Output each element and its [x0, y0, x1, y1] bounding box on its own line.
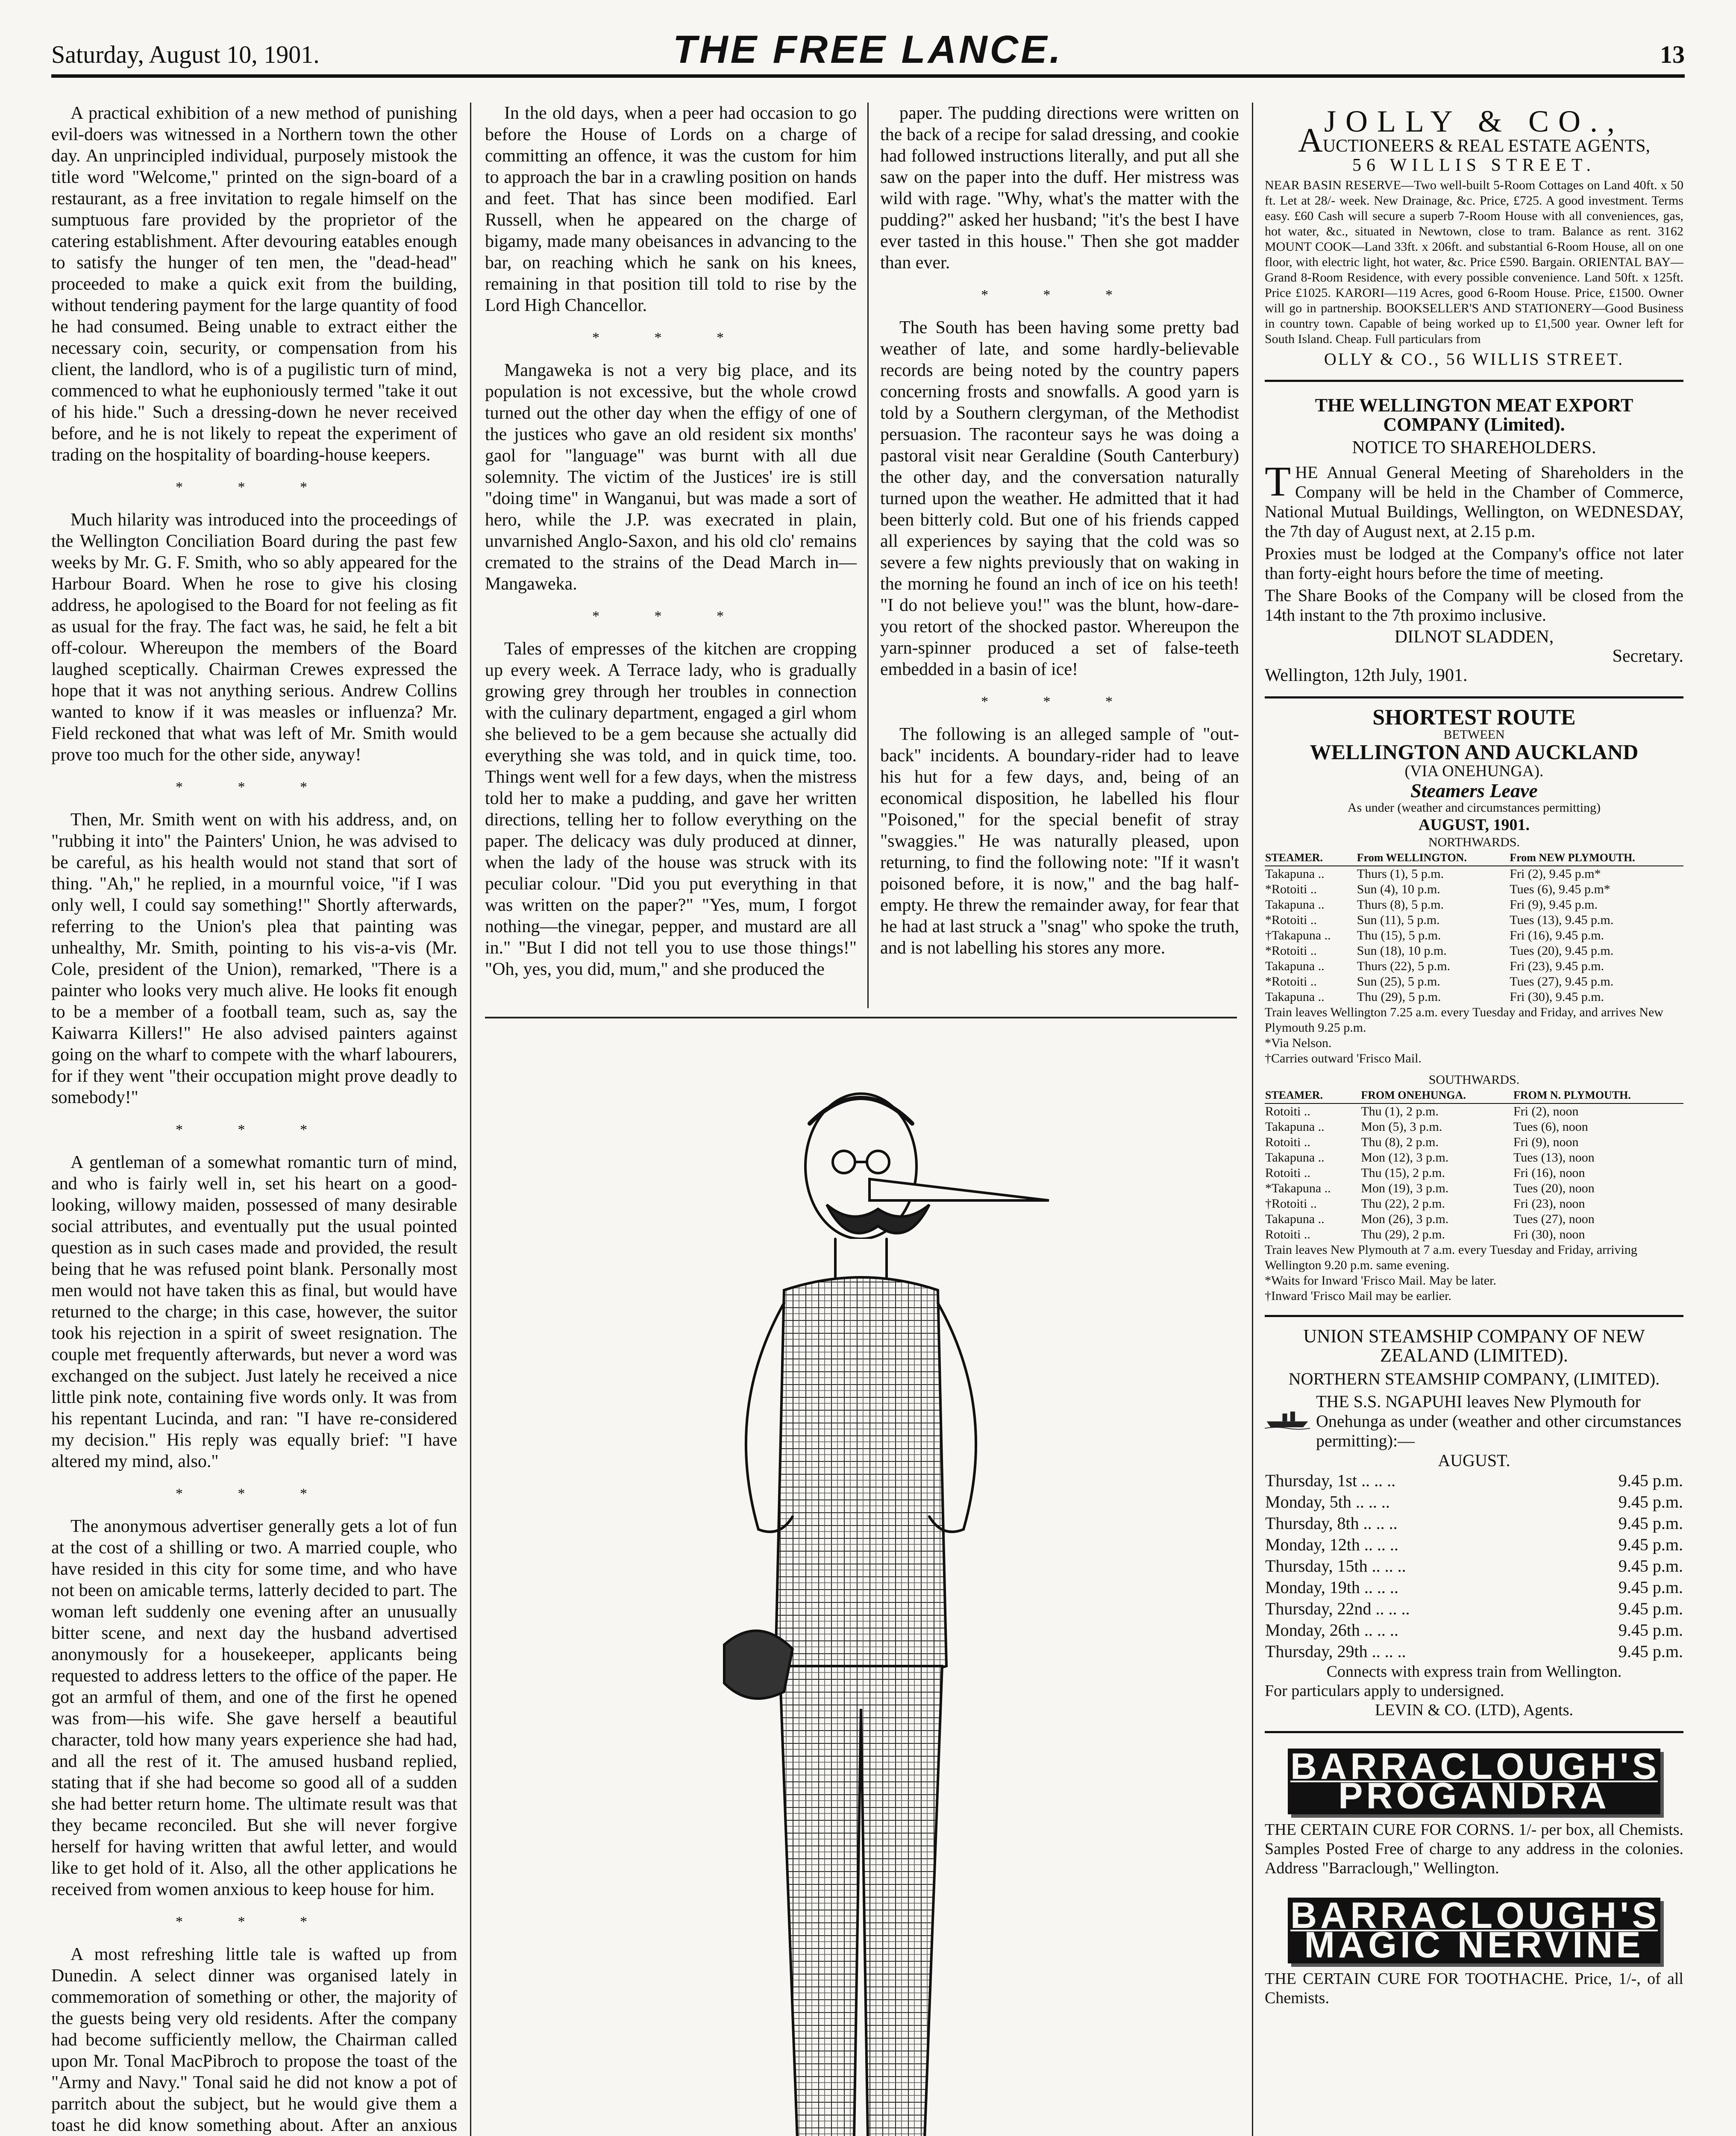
south-schedule-cell: Thu (8), 2 p.m.: [1361, 1135, 1439, 1149]
union-sub: NORTHERN STEAMSHIP COMPANY, (LIMITED).: [1288, 1369, 1660, 1388]
jolly-address: 56 WILLIS STREET.: [1352, 156, 1596, 175]
held-hat: [724, 1631, 793, 1699]
jolly-dropcap: A: [1298, 122, 1323, 159]
barracloughs-nervine-advertisement: [1265, 1895, 1683, 2022]
shortest-route-advertisement: [1265, 698, 1683, 1317]
collar: [835, 1239, 887, 1282]
meat-role: Secretary.: [1612, 646, 1683, 666]
route-between: BETWEEN: [1443, 728, 1505, 742]
nervine-logo: [1288, 1895, 1660, 1966]
nervine-text: THE CERTAIN CURE FOR TOOTHACHE. Price, 1/-, of all Chemists.: [1265, 1970, 1683, 2007]
sailing-cell: Monday, 26th .. .. ..: [1265, 1620, 1398, 1640]
south-note-3: †Inward 'Frisco Mail may be earlier.: [1265, 1289, 1451, 1303]
paragraph-southern-weather: The South has been having some pretty bad weather of late, and some hardly-believable records are being noted by the country papers concerning frosts and snowfalls. A good yarn is told by a Southern clergyman, of the Methodist persuasion. The raconteur says he was doing a pastoral visit near Geraldine (South Canterbury) the other day, and the conversation naturally turned upon the weather. He admitted that it had been bitterly cold. But one of his friends capped all experiences by saying that the cold was so severe a few nights previously that on waking in the morning he found an inch of ice on his teeth! "I do not believe you!" was the blunt, how-dare-you retort of the shocked pastor. Whereupon the yarn-spinner produced a set of false-teeth embedded in a basin of ice!: [880, 318, 1239, 679]
south-note-1: Train leaves New Plymouth at 7 a.m. every Tuesday and Friday, arriving Wellington 9.20 p.m. same evening.: [1265, 1243, 1637, 1272]
sailing-row: [1265, 1620, 1683, 1641]
north-schedule-cell: Thurs (1), 5 p.m.: [1357, 867, 1444, 881]
north-schedule-cell: *Rotoiti ..: [1265, 944, 1317, 958]
south-schedule-cell: Takapuna ..: [1265, 1212, 1325, 1226]
meat-paragraph-2: Proxies must be lodged at the Company's office not later than forty-eight hours before the time of meeting.: [1265, 544, 1683, 583]
south-schedule-cell: †Rotoiti ..: [1265, 1197, 1317, 1211]
south-note-2: *Waits for Inward 'Frisco Mail. May be later.: [1265, 1273, 1497, 1288]
separator-stars: * * *: [176, 1486, 333, 1502]
north-schedule-row: [1265, 912, 1683, 928]
south-schedule-cell: Takapuna ..: [1265, 1120, 1325, 1134]
meat-subtitle: NOTICE TO SHAREHOLDERS.: [1352, 438, 1596, 458]
route-northwards: NORTHWARDS.: [1428, 835, 1520, 849]
paragraph-pudding: paper. The pudding directions were written on the back of a recipe for salad dressing, and cookie had followed instructions literally, and put all she saw on the paper into the duff. Her mistress was wild with rage. "Why, what's the matter with the pudding?" asked her husband; "it's the best I have ever tasted in this house." Then she got madder than ever.: [880, 103, 1239, 273]
south-header-steamer: STEAMER.: [1265, 1088, 1360, 1103]
north-schedule-cell: Thurs (8), 5 p.m.: [1357, 898, 1444, 912]
checked-jacket: [775, 1277, 946, 1679]
caricature-illustration: [485, 1025, 1237, 2136]
north-header-wellington: From WELLINGTON.: [1357, 850, 1510, 866]
paragraph-restaurant: A practical exhibition of a new method of punishing evil-doers was witnessed in a Northern town the other day. An unprincipled individual, purposely mistook the title word "Welcome," printed on the sign-board of a restaurant, as a free invitation to regale himself on the sumptuous fare provided by the proprietor of the catering establishment. After devouring eatables enough to satisfy the hunger of ten men, the "dead-head" proceeded to make a quick exit from the building, without tendering payment for the large quantity of food he had consumed. Being unable to extract either the necessary coin, security, or compensation from his client, the landlord, who is of a pugilistic turn of mind, commenced to what he euphoniously termed "take it out of his hide." Such a dressing-down he never received before, and he is not likely to repeat the experiment of trading on the hospitality of boarding-house keepers.: [51, 103, 457, 465]
sailing-row: [1265, 1641, 1683, 1662]
paragraph-dunedin-dinner: A most refreshing little tale is wafted up from Dunedin. A select dinner was organised lately in commemoration of something or other, the majority of the guests being very old residents. After the company had become sufficiently mellow, the Chairman called upon Mr. Tonal MacPibroch to propose the toast of the "Army and Navy." Tonal said he did not know a pot of parritch about the subject, but he would give them a toast he did know something about. After an anxious: [51, 1945, 457, 2135]
south-schedule-cell: Mon (5), 3 p.m.: [1361, 1120, 1442, 1134]
meat-export-advertisement: [1265, 382, 1683, 698]
masthead: [51, 10, 1685, 78]
north-schedule-cell: Thu (15), 5 p.m.: [1357, 928, 1441, 942]
separator-stars: * * *: [176, 1914, 333, 1930]
progandra-text: THE CERTAIN CURE FOR CORNS. 1/- per box, all Chemists. Samples Posted Free of charge to any address in the colonies. Address "Barraclough," Wellington.: [1265, 1821, 1683, 1877]
north-schedule-row: [1265, 928, 1683, 943]
paragraph-house-of-lords: In the old days, when a peer had occasion to go before the House of Lords on a charge of committing an offence, it was the custom for him to approach the bar in a crawling position on hands and feet. That has since been modified. Earl Russell, when he appeared on the charge of bigamy, made many obeisances in advancing to the bar, on reaching which he sank on his knees, remaining in that position till told to rise by the Lord High Chancellor.: [485, 103, 857, 315]
north-schedule-cell: Fri (9), 9.45 p.m.: [1510, 898, 1598, 912]
south-schedule-cell: Tues (6), noon: [1513, 1120, 1588, 1134]
issue-date: Saturday, August 10, 1901.: [51, 41, 320, 68]
north-schedule-row: [1265, 974, 1683, 989]
nervine-product: MAGIC NERVINE: [1290, 1930, 1658, 1955]
north-schedule-cell: Sun (11), 5 p.m.: [1357, 913, 1440, 927]
sailing-cell: Thursday, 29th .. .. ..: [1265, 1642, 1406, 1661]
north-schedule-cell: †Takapuna ..: [1265, 928, 1331, 942]
separator-stars: * * *: [592, 330, 749, 346]
paragraph-conciliation-board: Much hilarity was introduced into the proceedings of the Wellington Conciliation Board during the past few weeks by Mr. G. F. Smith, who so ably appeared for the Harbour Board. When he rose to give his closing address, he apologised to the Board for not feeling as fit as usual for the fray. The fact was, he said, he felt a bit off-colour. Whereupon the members of the Board laughed sceptically. Chairman Crewes expressed the hope that it was not anything serious. Andrew Collins wanted to know if it was measles or influenza? Mr. Field reckoned that what was left of Mr. Smith would prove too much for the other side, anyway!: [51, 510, 457, 765]
south-schedule-cell: Tues (20), noon: [1513, 1181, 1595, 1195]
sailing-cell: 9.45 p.m.: [1618, 1642, 1683, 1661]
north-schedule-row: [1265, 897, 1683, 912]
south-schedule-cell: Fri (2), noon: [1513, 1104, 1579, 1118]
long-nose: [869, 1179, 1049, 1200]
meat-dropcap: T: [1265, 458, 1291, 505]
sailing-cell: 9.45 p.m.: [1618, 1578, 1683, 1597]
northwards-schedule-table: [1265, 850, 1683, 1005]
sailing-row: [1265, 1513, 1683, 1534]
north-schedule-cell: Fri (16), 9.45 p.m.: [1510, 928, 1604, 942]
north-schedule-cell: Tues (20), 9.45 p.m.: [1510, 944, 1614, 958]
southwards-schedule-table: [1265, 1088, 1683, 1242]
union-steamship-advertisement: [1265, 1317, 1683, 1733]
checked-trousers: [780, 1666, 942, 2136]
north-schedule-cell: Fri (2), 9.45 p.m*: [1510, 867, 1601, 881]
south-schedule-cell: Fri (23), noon: [1513, 1197, 1585, 1211]
column-3: [880, 103, 1239, 959]
nervine-brand: BARRACLOUGH'S: [1290, 1895, 1660, 1936]
meat-paragraph-1: [1265, 458, 1683, 541]
meat-paragraph-3: The Share Books of the Company will be closed from the 14th instant to the 7th proximo inclusive.: [1265, 586, 1683, 625]
north-schedule-cell: Tues (6), 9.45 p.m*: [1510, 882, 1610, 896]
north-schedule-cell: Thu (29), 5 p.m.: [1357, 990, 1441, 1004]
south-schedule-cell: Tues (27), noon: [1513, 1212, 1595, 1226]
north-schedule-cell: Sun (18), 10 p.m.: [1357, 944, 1447, 958]
route-note: As under (weather and circumstances permitting): [1347, 801, 1601, 815]
separator-stars: * * *: [592, 608, 749, 624]
south-schedule-row: [1265, 1196, 1683, 1212]
north-schedule-cell: Tues (13), 9.45 p.m.: [1510, 913, 1614, 927]
south-schedule-cell: Rotoiti ..: [1265, 1104, 1310, 1118]
sailing-row: [1265, 1491, 1683, 1513]
north-schedule-cell: Takapuna ..: [1265, 867, 1325, 881]
south-schedule-cell: Mon (19), 3 p.m.: [1361, 1181, 1449, 1195]
south-schedule-cell: Fri (16), noon: [1513, 1166, 1585, 1180]
column-rule: [1252, 103, 1253, 2136]
meat-date: Wellington, 12th July, 1901.: [1265, 666, 1468, 685]
route-via: (VIA ONEHUNGA).: [1404, 762, 1544, 780]
sailing-row: [1265, 1470, 1683, 1491]
north-header-new-plymouth: From NEW PLYMOUTH.: [1509, 850, 1683, 866]
separator-stars: * * *: [176, 1122, 333, 1138]
jolly-co-advertisement: [1265, 103, 1683, 382]
south-schedule-cell: Fri (9), noon: [1513, 1135, 1579, 1149]
union-ship-text: THE S.S. NGAPUHI leaves New Plymouth for Onehunga as under (weather and other circumstances permitting):—: [1316, 1392, 1682, 1450]
route-places: WELLINGTON AND AUCKLAND: [1310, 740, 1639, 764]
sailing-cell: 9.45 p.m.: [1618, 1620, 1683, 1640]
sailing-cell: 9.45 p.m.: [1618, 1492, 1683, 1511]
sailing-cell: Thursday, 22nd .. .. ..: [1265, 1599, 1410, 1618]
south-schedule-row: [1265, 1212, 1683, 1227]
meat-title: THE WELLINGTON MEAT EXPORT COMPANY (Limited).: [1315, 395, 1633, 435]
north-schedule-cell: Takapuna ..: [1265, 898, 1325, 912]
paragraph-out-back: The following is an alleged sample of "out-back" incidents. A boundary-rider had to leave his hut for a few days, and, being of an economical disposition, he labelled his flour "Poisoned," for the special benefit of stray "swaggies." He was naturally pleased, upon returning, to find the following note: "If it wasn't poisoned before, it is now," and the bag half-empty. He threw the remainder away, for fear that he had at last struck a "snag" who spoke the truth, and is not labelling his stores any more.: [880, 725, 1239, 958]
north-schedule-cell: *Rotoiti ..: [1265, 913, 1317, 927]
north-schedule-cell: *Rotoiti ..: [1265, 882, 1317, 896]
north-header-steamer: STEAMER.: [1265, 850, 1357, 866]
separator-stars: * * *: [176, 779, 333, 795]
sailing-row: [1265, 1598, 1683, 1620]
south-schedule-cell: Rotoiti ..: [1265, 1135, 1310, 1149]
south-schedule-row: [1265, 1119, 1683, 1135]
sailing-cell: 9.45 p.m.: [1618, 1556, 1683, 1576]
south-schedule-cell: Thu (22), 2 p.m.: [1361, 1197, 1445, 1211]
progandra-product: PROGANDRA: [1290, 1781, 1658, 1806]
jolly-name: JOLLY & CO.,: [1324, 104, 1624, 138]
meat-signer: DILNOT SLADDEN,: [1394, 627, 1554, 647]
south-schedule-cell: Mon (12), 3 p.m.: [1361, 1150, 1449, 1165]
south-schedule-cell: Tues (13), noon: [1513, 1150, 1595, 1165]
column-rule: [867, 103, 869, 1008]
union-connect: Connects with express train from Wellington.: [1326, 1663, 1622, 1681]
route-heading: SHORTEST ROUTE: [1372, 705, 1576, 730]
south-schedule-cell: Thu (15), 2 p.m.: [1361, 1166, 1445, 1180]
north-note-3: †Carries outward 'Frisco Mail.: [1265, 1051, 1422, 1065]
south-schedule-cell: Mon (26), 3 p.m.: [1361, 1212, 1449, 1226]
sailing-cell: Monday, 5th .. .. ..: [1265, 1492, 1390, 1511]
south-schedule-cell: Rotoiti ..: [1265, 1227, 1310, 1241]
south-schedule-cell: Thu (29), 2 p.m.: [1361, 1227, 1445, 1241]
sailings-table: [1265, 1470, 1683, 1662]
steamship-icon: [1265, 1392, 1310, 1443]
north-schedule-cell: Sun (25), 5 p.m.: [1357, 974, 1440, 989]
sailing-cell: 9.45 p.m.: [1618, 1535, 1683, 1554]
sailing-cell: Thursday, 15th .. .. ..: [1265, 1556, 1406, 1576]
union-title: UNION STEAMSHIP COMPANY OF NEW ZEALAND (LIMITED).: [1303, 1326, 1645, 1366]
north-schedule-cell: Takapuna ..: [1265, 959, 1325, 973]
sailing-cell: Thursday, 1st .. .. ..: [1265, 1471, 1396, 1490]
union-ship-row: [1265, 1392, 1683, 1451]
north-schedule-cell: Fri (30), 9.45 p.m.: [1510, 990, 1604, 1004]
page-number: 13: [1660, 41, 1685, 68]
newspaper-title: THE FREE LANCE.: [673, 28, 1063, 71]
south-header-onehunga: FROM ONEHUNGA.: [1360, 1088, 1513, 1103]
north-schedule-cell: Sun (4), 10 p.m.: [1357, 882, 1440, 896]
sailing-cell: 9.45 p.m.: [1618, 1599, 1683, 1618]
advertisements-column: [1265, 103, 1683, 2022]
route-southwards: SOUTHWARDS.: [1428, 1073, 1520, 1087]
south-schedule-row: [1265, 1150, 1683, 1165]
south-schedule-cell: *Takapuna ..: [1265, 1181, 1331, 1195]
north-note-2: *Via Nelson.: [1265, 1036, 1332, 1050]
south-schedule-cell: Rotoiti ..: [1265, 1166, 1310, 1180]
union-apply: For particulars apply to undersigned.: [1265, 1682, 1504, 1700]
sailing-cell: 9.45 p.m.: [1618, 1514, 1683, 1533]
union-agents: LEVIN & CO. (LTD), Agents.: [1375, 1701, 1574, 1719]
sailing-row: [1265, 1577, 1683, 1598]
sailing-cell: Thursday, 8th .. .. ..: [1265, 1514, 1398, 1533]
paragraph-mangaweka: Mangaweka is not a very big place, and its population is not excessive, but the whole crowd turned out the other day when the effigy of one of the justices who gave an old resident six months' gaol for "language" was burnt with all due solemnity. The victim of the Justices' ire is still "doing time" in Wanganui, but was made a sort of hero, while the J.P. was execrated in plain, unvarnished Anglo-Saxon, and his old clo' remains cremated to the strains of the Dead March in—Mangaweka.: [485, 361, 857, 594]
north-schedule-cell: Fri (23), 9.45 p.m.: [1510, 959, 1604, 973]
progandra-logo: [1288, 1746, 1660, 1816]
sailing-row: [1265, 1555, 1683, 1577]
south-schedule-cell: Thu (1), 2 p.m.: [1361, 1104, 1439, 1118]
north-schedule-cell: Tues (27), 9.45 p.m.: [1510, 974, 1614, 989]
progandra-brand: BARRACLOUGH'S: [1290, 1746, 1660, 1787]
paragraph-romantic-gentleman: A gentleman of a somewhat romantic turn of mind, and who is fairly well in, set his heart on a good-looking, willowy maiden, possessed of many desirable social attributes, and eventually put the usual pointed question as in such cases made and provided, the result being that he was refused point blank. Personally most men would not have taken this as final, but would have returned to the charge; in this case, however, the suitor took his rejection in a spirit of sweet resignation. The couple met frequently afterwards, but never a word was exchanged on the subject. Just lately he received a nice little pink note, containing five words only. It was from his repentant Lucinda, and ran: "I have re-considered my decision." His reply was equally brief: "I have altered my mind, also.": [51, 1153, 457, 1471]
column-2: [485, 103, 857, 980]
south-schedule-row: [1265, 1227, 1683, 1242]
separator-stars: * * *: [176, 479, 333, 495]
union-month: AUGUST.: [1438, 1451, 1510, 1470]
jolly-footer: OLLY & CO., 56 WILLIS STREET.: [1324, 349, 1624, 369]
column-1: [51, 103, 457, 2136]
sailing-cell: Monday, 19th .. .. ..: [1265, 1578, 1398, 1597]
south-schedule-row: [1265, 1165, 1683, 1181]
separator-stars: * * *: [981, 694, 1138, 710]
paragraph-anonymous-advertiser: The anonymous advertiser generally gets a lot of fun at the cost of a shilling or two. A married couple, who have resided in this city for some time, and who have not been on amicable terms, latterly decided to part. The woman left suddenly one evening after an unusually bitter scene, and next day the husband advertised anonymously for a housekeeper, applicants being requested to address letters to the office of the paper. He got an armful of them, and one of the first he opened was from—his wife. She gave herself a beautiful character, told how many years experience she had had, and all the rest of it. The amused husband replied, stating that if she had become so good all of a sudden she had better return home. The ultimate result was that they became reconciled. But she will never forgive herself for having written that awful letter, and would like to get hold of it. Also, all the other applications he received from women anxious to keep house for him.: [51, 1517, 457, 1899]
meat-text-1: HE Annual General Meeting of Shareholders in the Company will be held in the Chamber of Commerce, National Mutual Buildings, Wellington, on WEDNESDAY, the 7th day of August next, at 2.15 p.m.: [1265, 463, 1683, 541]
north-schedule-row: [1265, 989, 1683, 1005]
south-schedule-row: [1265, 1135, 1683, 1150]
route-month: AUGUST, 1901.: [1418, 816, 1530, 834]
north-schedule-row: [1265, 943, 1683, 959]
column-rule: [470, 103, 471, 2136]
jolly-listings: NEAR BASIN RESERVE—Two well-built 5-Room Cottages on Land 40ft. x 50 ft. Let at 28/- week. New Drainage, &c. Price, £725. A good investment. Terms easy. £60 Cash will secure a superb 7-Room House with all conveniences, gas, hot water, &c., situated in Newtown, close to tram. Balance as rent. 3162 MOUNT COOK—Land 33ft. x 206ft. and substantial 6-Room House, all on one floor, with electric light, hot water, &c. Price £590. Bargain. ORIENTAL BAY—Grand 8-Room Residence, with every possible convenience. Land 50ft. x 125ft. Price £1025. KARORI—119 Acres, good 6-Room House. Price, £1500. Owner will go in partnership. BOOKSELLER'S AND STATIONERY—Good Business in country town. Capable of being worked up to £1,500 year. Owner left for South Island. Cheap. Full particulars from: [1265, 178, 1683, 346]
south-schedule-cell: Fri (30), noon: [1513, 1227, 1585, 1241]
route-steamers: Steamers Leave: [1410, 780, 1538, 801]
sailing-row: [1265, 1534, 1683, 1555]
sailing-cell: Monday, 12th .. .. ..: [1265, 1535, 1398, 1554]
south-schedule-row: [1265, 1103, 1683, 1119]
south-schedule-cell: Takapuna ..: [1265, 1150, 1325, 1165]
cartoon-top-rule: [485, 1017, 1237, 1018]
north-schedule-cell: *Rotoiti ..: [1265, 974, 1317, 989]
south-schedule-row: [1265, 1181, 1683, 1196]
jolly-tagline: UCTIONEERS & REAL ESTATE AGENTS,: [1322, 136, 1650, 156]
south-header-new-plymouth: FROM N. PLYMOUTH.: [1513, 1088, 1683, 1103]
separator-stars: * * *: [981, 287, 1138, 303]
north-schedule-row: [1265, 959, 1683, 974]
barracloughs-progandra-advertisement: [1265, 1733, 1683, 1892]
paragraph-smith-address: Then, Mr. Smith went on with his address, and, on "rubbing it into" the Painters' Union, he was advised to be careful, as his health would not stand that sort of thing. "Ah," he replied, in a mournful voice, "if I was only well, I could say something!" Shortly afterwards, referring to the Union's plea that painting was unhealthy, Mr. Smith, pointing to his vis-a-vis (Mr. Cole, president of the Union), remarked, "There is a painter who looks very much alive. He looks fit enough to be a member of a football team, such as, say the Kaiwarra Killers!" He also advised painters against going on the wharf to compete with the wharf labourers, for if they went "their occupation might prove deadly to somebody!": [51, 810, 457, 1107]
jolly-tagline-row: [1265, 122, 1683, 159]
north-schedule-cell: Thurs (22), 5 p.m.: [1357, 959, 1451, 973]
north-note-1: Train leaves Wellington 7.25 a.m. every Tuesday and Friday, and arrives New Plymouth 9.25 p.m.: [1265, 1005, 1663, 1035]
north-schedule-row: [1265, 882, 1683, 897]
north-schedule-row: [1265, 866, 1683, 882]
north-schedule-cell: Takapuna ..: [1265, 990, 1325, 1004]
paragraph-kitchen-empresses: Tales of empresses of the kitchen are cropping up every week. A Terrace lady, who is gradually growing grey through her troubles in connection with the culinary department, engaged a girl whom she believed to be a gem because she actually did everything she was told, and in quick time, too. Things went well for a few days, when the mistress told her to make a pudding, and gave her written directions, telling her to follow everything on the paper. The delicacy was duly produced at dinner, when the lady of the house was struck with its peculiar colour. "Did you put everything in that was written on the paper?" "Yes, mum, I forgot nothing—the vinegar, pepper, and mustard are all in." "But I did not tell you to use those things!" "Oh, yes, you did, mum," and she produced the: [485, 639, 857, 979]
sailing-cell: 9.45 p.m.: [1618, 1471, 1683, 1490]
